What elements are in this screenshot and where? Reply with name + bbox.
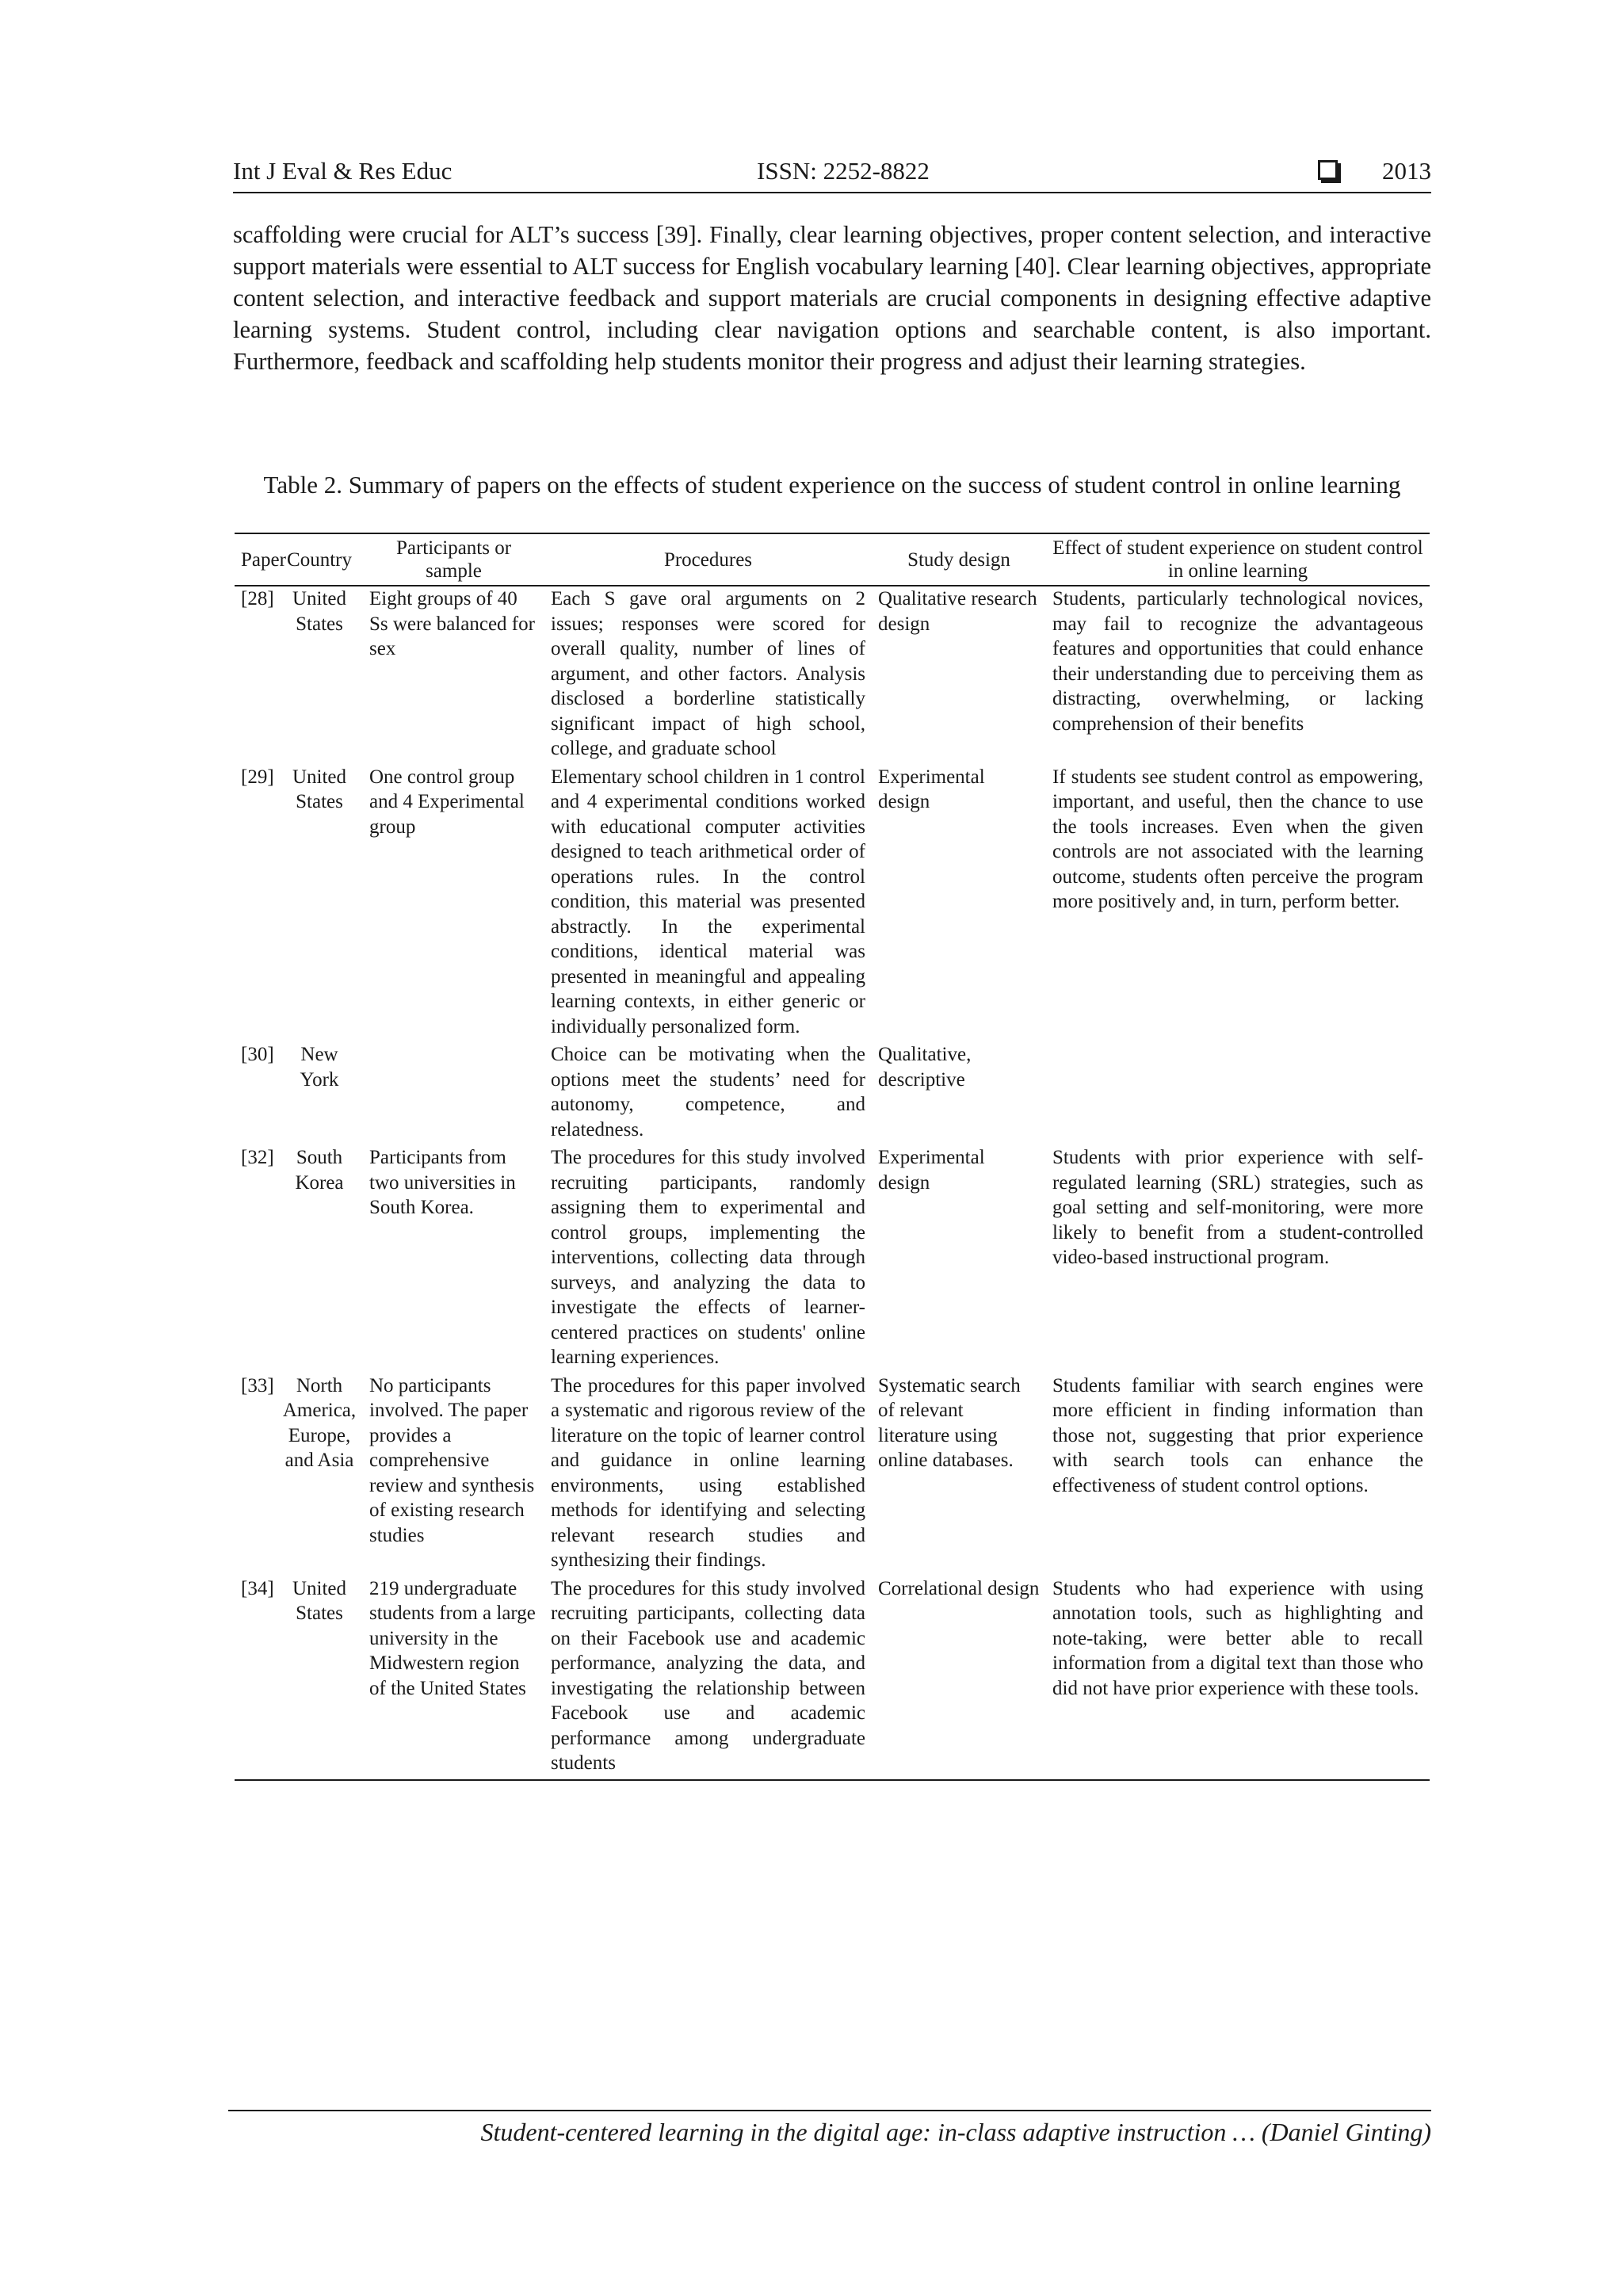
cell-paper: [29] (241, 766, 274, 788)
cell-country: United States (292, 1577, 347, 1624)
table-header-row (235, 533, 1430, 586)
body-paragraph: scaffolding were crucial for ALT’s success [39]. Finally, clear learning objectives, proper content selection, and interactive support materials were essential to ALT success for English vocabulary learning [40]. Clear learning objectives, appropriate content selection, and interactive feedback and support materials are crucial components in designing effective adaptive learning systems. Student control, including clear navigation options and searchable content, is also important. Furthermore, feedback and scaffolding help students monitor their progress and adjust their learning strategies. (233, 221, 1431, 375)
cell-procedures: The procedures for this study involved recruiting participants, randomly assigning them to experimental and control groups, implementing the interventions, collecting data through surveys, and analyzing the data to investigate the effects of learner-centered practices on students' online learning experiences. (551, 1147, 865, 1368)
cell-country: South Korea (295, 1147, 344, 1194)
cell-design: Experimental design (878, 1147, 985, 1194)
cell-participants: 219 undergraduate students from a large university in the Midwestern region of the United States (369, 1577, 536, 1699)
cell-procedures: Choice can be motivating when the options meet the students’ need for autonomy, competence, and relatedness. (551, 1044, 865, 1140)
cell-paper: [30] (241, 1044, 274, 1065)
cell-participants: Participants from two universities in South Korea. (369, 1147, 516, 1218)
table-row (235, 1042, 1430, 1145)
cell-procedures: The procedures for this study involved recruiting participants, collecting data on their Facebook use and academic performance, analyzing the data, and investigating the relationship between Facebook use and academic performance among undergraduate students (551, 1577, 865, 1774)
cell-participants: Eight groups of 40 Ss were balanced for sex (369, 588, 535, 659)
cell-design: Systematic search of relevant literature using online databases. (878, 1374, 1021, 1471)
cell-country: New York (300, 1044, 339, 1091)
table-row (235, 1576, 1430, 1780)
cell-effect: Students who had experience with using annotation tools, such as highlighting and note-taking, were better able to recall information from a digital text than those who did not have prior experience with these tools. (1052, 1577, 1423, 1699)
issn: ISSN: 2252-8822 (757, 157, 930, 185)
square-box-icon (1318, 160, 1338, 180)
running-header (233, 155, 1431, 193)
cell-procedures: The procedures for this paper involved a systematic and rigorous review of the literature on the topic of learner control and guidance in online learning environments, using established methods for identifying and selecting relevant research studies and synthesizing their findings. (551, 1374, 865, 1571)
table-row (235, 765, 1430, 1043)
cell-paper: [32] (241, 1147, 274, 1168)
cell-paper: [34] (241, 1577, 274, 1599)
cell-procedures: Each S gave oral arguments on 2 issues; responses were scored for overall quality, number of lines of argument, and other factors. Analysis disclosed a borderline statistically significant impact of high school, college, and graduate school (551, 588, 865, 759)
cell-paper: [28] (241, 588, 274, 609)
cell-procedures: Elementary school children in 1 control and 4 experimental conditions worked with educational computer activities designed to teach arithmetical order of operations rules. In the control condition, this material was presented abstractly. In the experimental conditions, identical material was presented in meaningful and appealing learning contexts, in either generic or individually personalized form. (551, 766, 865, 1037)
cell-country: North America, Europe, and Asia (282, 1374, 357, 1471)
cell-paper: [33] (241, 1374, 274, 1396)
cell-design: Experimental design (878, 766, 985, 812)
cell-participants: One control group and 4 Experimental group (369, 766, 525, 838)
column-header-study-design: Study design (907, 548, 1010, 571)
journal-name: Int J Eval & Res Educ (233, 157, 453, 185)
cell-country: United States (292, 766, 347, 812)
column-header-participants: Participants or sample (395, 537, 512, 582)
column-header-procedures: Procedures (663, 548, 753, 571)
cell-country: United States (292, 588, 347, 635)
cell-design: Correlational design (878, 1577, 1040, 1599)
table-row (235, 586, 1430, 765)
cell-participants (363, 1042, 544, 1145)
summary-table (235, 533, 1430, 1781)
cell-effect (1046, 1042, 1430, 1145)
table-caption: Table 2. Summary of papers on the effects of student experience on the success of student control in online learning (263, 471, 1401, 499)
column-header-effect: Effect of student experience on student control in online learning (1052, 537, 1423, 582)
column-header-paper: Paper (241, 548, 286, 571)
cell-design: Qualitative, descriptive (878, 1044, 972, 1091)
cell-effect: Students familiar with search engines were more efficient in finding information than those not, suggesting that prior experience with search tools can enhance the effectiveness of student control options. (1052, 1374, 1423, 1496)
cell-effect: Students with prior experience with self-regulated learning (SRL) strategies, such as goal setting and self-monitoring, were more likely to benefit from a student-controlled video-based instructional program. (1052, 1147, 1423, 1268)
table-row (235, 1373, 1430, 1576)
column-header-country: Country (287, 548, 352, 571)
running-footer: Student-centered learning in the digital age: in-class adaptive instruction … (Daniel Ginting) (228, 2110, 1431, 2147)
cell-participants: No participants involved. The paper provides a comprehensive review and synthesis of existing research studies (369, 1374, 535, 1546)
cell-effect: Students, particularly technological novices, may fail to recognize the advantageous features and opportunities that could enhance their understanding due to perceiving them as distracting, overwhelming, or lacking comprehension of their benefits (1052, 588, 1423, 735)
cell-design: Qualitative research design (878, 588, 1037, 635)
table-row (235, 1145, 1430, 1373)
cell-effect: If students see student control as empowering, important, and useful, then the chance to use the tools increases. Even when the given controls are not associated with the learning outcome, students often perceive the program more positively and, in turn, perform better. (1052, 766, 1423, 912)
page-number: 2013 (1382, 157, 1431, 185)
